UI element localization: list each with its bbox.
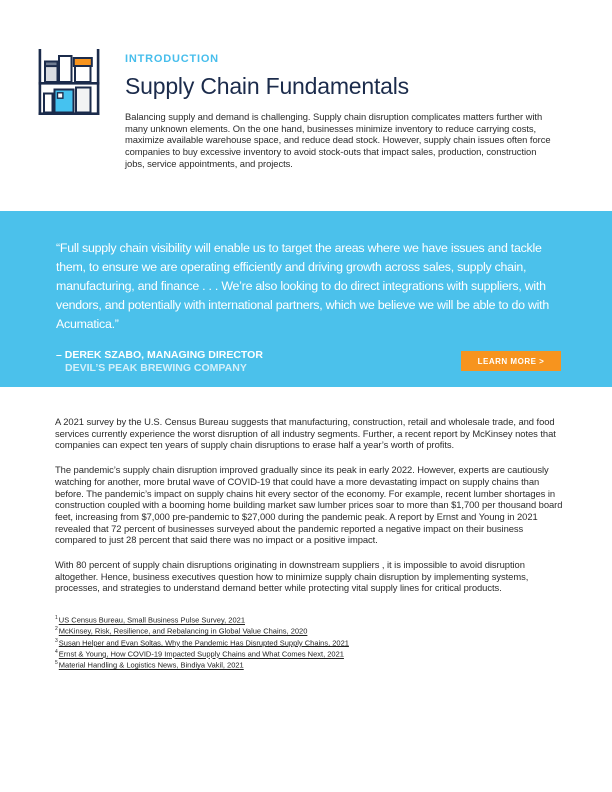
footnote-item [55,648,563,659]
footnote-link[interactable]: Susan Helper and Evan Soltas, Why the Pandemic Has Disrupted Supply Chains, 2021 [58,638,349,648]
quote-band [0,211,612,387]
footnote-number: 4 [55,649,58,656]
footnote-number: 3 [55,637,58,644]
attribution-company: DEVIL’S PEAK BREWING COMPANY [65,362,247,374]
footnote-item [55,637,563,648]
quote-attribution [56,349,263,375]
footnote-number: 5 [55,660,58,667]
footnote-item [55,614,563,625]
learn-more-button[interactable]: LEARN MORE > [461,351,561,371]
quote-text: “Full supply chain visibility will enable us to target the areas where we have issues and tackle them, to ensure we are operating efficiently and driving growth across sales, supply chain, manufacturing, and finance . . . We’re also looking to do direct integrations with suppliers, with vendors, and potentially with international partners, which we believe we will be able to do with Acumatica.” [56,241,550,331]
footnote-link[interactable]: Ernst & Young, How COVID-19 Impacted Supply Chains and What Comes Next, 2021 [58,649,344,659]
footnotes-list [55,614,563,670]
quote-footer [56,349,561,375]
footnote-number: 2 [55,626,58,633]
footnote-item [55,625,563,636]
intro-paragraph: Balancing supply and demand is challenging. Supply chain disruption complicates matters further with many unknown elements. On the one hand, businesses minimize inventory to reduce carrying costs, maximize available warehouse space, and reduce dead stock. However, supply chain issues often force companies to buy excessive inventory to avoid stock-outs that impact sales, production, construction jobs, service appointments, and projects. [125,111,551,169]
footnote-link[interactable]: Material Handling & Logistics News, Bindiya Vakil, 2021 [58,660,244,670]
intro-header [125,53,557,170]
body-content [55,416,563,671]
attribution-name: – DEREK SZABO, MANAGING DIRECTOR [56,349,263,361]
body-paragraph-1: A 2021 survey by the U.S. Census Bureau suggests that manufacturing, construction, retail and wholesale trade, and food services currently experience the worst disruption of all industry segments. Further, a recent report by McKinsey notes that companies can expect ten years of supply chain disruptions to erase half a year’s worth of profits. [55,416,556,451]
body-paragraph-3: With 80 percent of supply chain disruptions originating in downstream suppliers , it is impossible to avoid disruption altogether. Hence, business executives question how to minimize supply chain disruption by implementing systems, processes, and strategies to understand demand better while protecting vital supply lines for critical products. [55,559,529,594]
footnote-item [55,659,563,670]
footnote-link[interactable]: McKinsey, Risk, Resilience, and Rebalancing in Global Value Chains, 2020 [58,626,308,636]
warehouse-shelf-icon [38,49,100,115]
footnote-link[interactable]: US Census Bureau, Small Business Pulse Survey, 2021 [58,615,245,625]
body-paragraph-2: The pandemic’s supply chain disruption improved gradually since its peak in early 2022. However, experts are cautiously watching for another, more brutal wave of COVID-19 that could have a more devastating impact on supply chains than before. The pandemic’s impact on supply chains hit every sector of the economy. For example, recent lumber shortages in construction coupled with a booming home building market saw lumber prices soar to more than $1,700 per thousand board feet, increasing from $7,000 pre-pandemic to $27,000 during the pandemic peak. A report by Ernst and Young in 2021 revealed that 72 percent of businesses surveyed about the pandemic reported a negative impact on their business compared to just 28 percent that said there was no impact or a positive impact. [55,464,563,546]
section-eyebrow: INTRODUCTION [125,53,219,65]
footnote-number: 1 [55,615,58,622]
page-title: Supply Chain Fundamentals [125,73,409,99]
